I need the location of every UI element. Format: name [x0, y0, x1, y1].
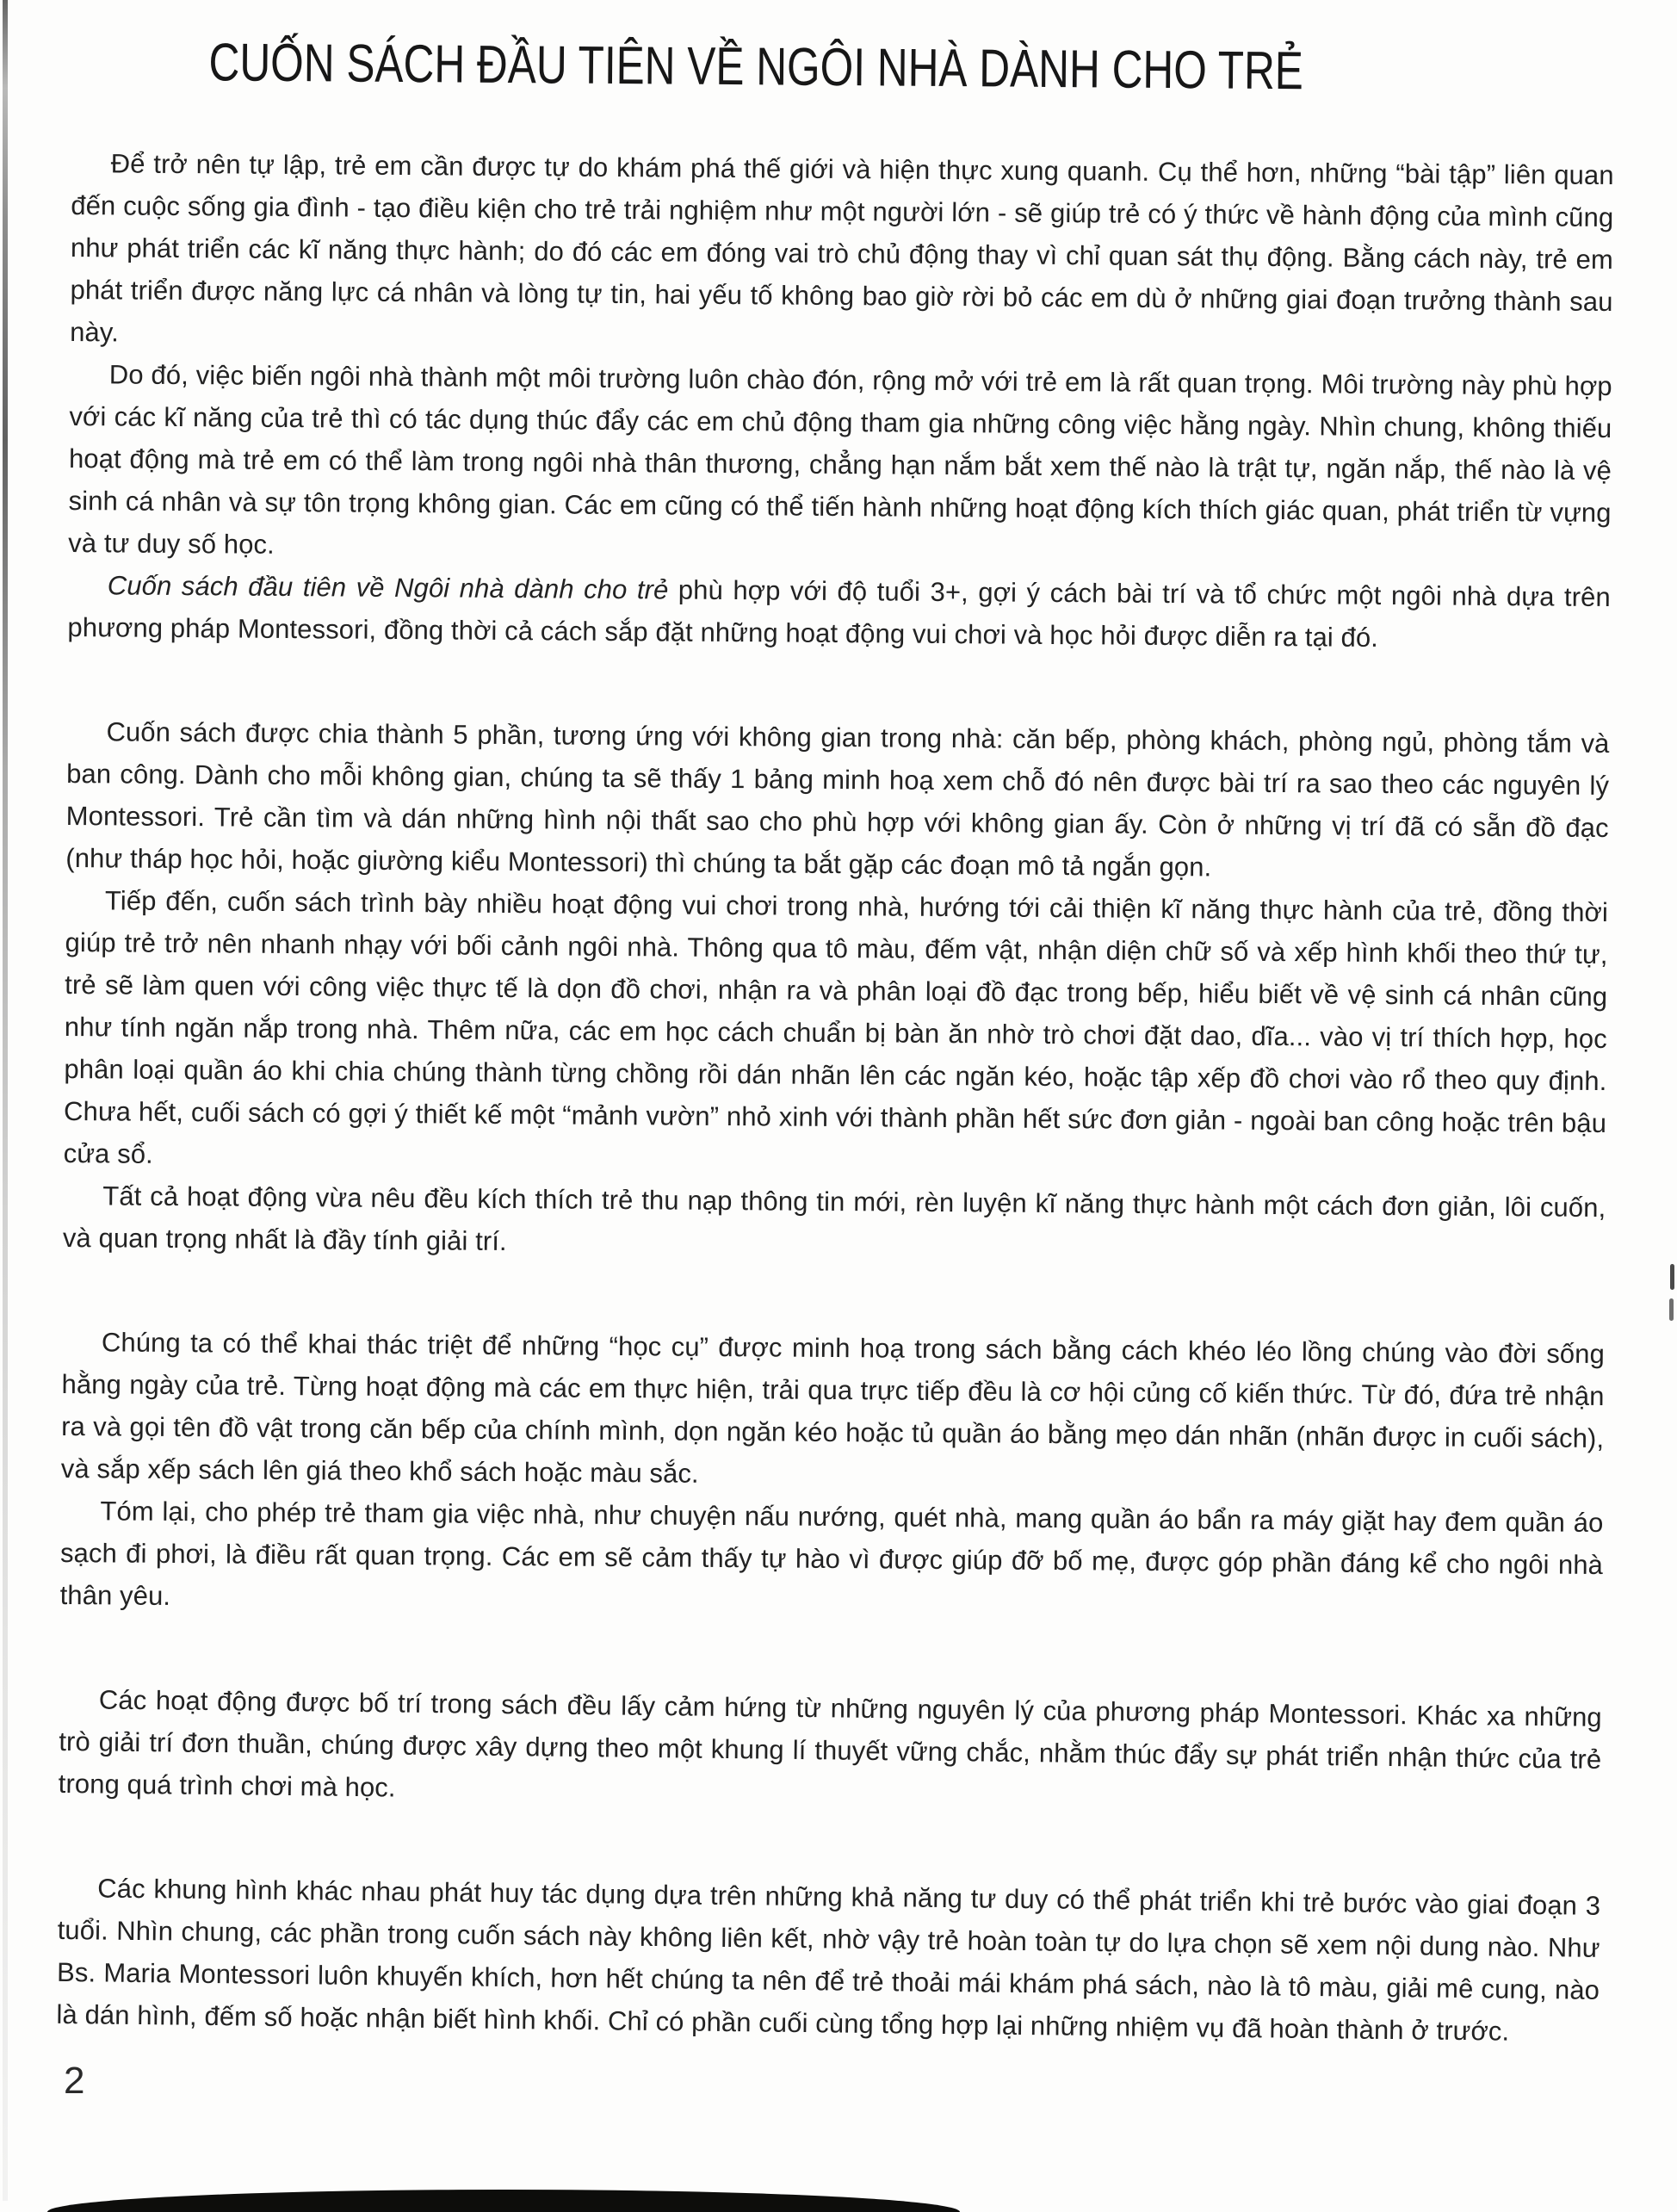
scan-gutter-shadow [3, 0, 8, 2201]
page-title [71, 31, 1615, 104]
book-title-italic: Cuốn sách đầu tiên về Ngôi nhà dành cho trẻ [107, 570, 669, 605]
paragraph-3 [67, 564, 1611, 660]
paragraph-3-rest: phù hợp với độ tuổi 3+, gợi ý cách bài trí và tổ chức một ngôi nhà dựa trên phương pháp Montessori, đồng thời cả cách sắp đặt những hoạt động vui chơi và học hỏi được diễn ra tại đó. [67, 574, 1611, 653]
paragraph-5: Tiếp đến, cuốn sách trình bày nhiều hoạt động vui chơi trong nhà, hướng tới cải thiện kĩ năng thực hành của trẻ, đồng thời giúp trẻ trở nên nhanh nhạy với bối cảnh ngôi nhà. Thông qua tô màu, đếm vật, nhận diện chữ số và xếp hình khối theo thứ tự, trẻ sẽ làm quen với công việc thực tế là dọn đồ chơi, nhận ra và phân loại đồ đạc trong bếp, hiểu biết về vệ sinh cá nhân cũng như tính ngăn nắp trong nhà. Thêm nữa, các em học cách chuẩn bị bàn ăn nhờ trò chơi đặt dao, dĩa... vào vị trí thích hợp, học phân loại quần áo khi chia chúng thành từng chồng rồi dán nhãn lên các ngăn kéo, hoặc tập xếp đồ chơi vào rổ theo quy định. Chưa hết, cuối sách có gợi ý thiết kế một “mảnh vườn” nhỏ xinh với thành phần hết sức đơn giản - ngoài ban công hoặc trên bậu cửa sổ. [63, 885, 1609, 1169]
paragraph-1: Để trở nên tự lập, trẻ em cần được tự do khám phá thế giới và hiện thực xung quanh. Cụ thể hơn, những “bài tập” liên quan đến cuộc sống gia đình - tạo điều kiện cho trẻ trải nghiệm như một người lớn - sẽ giúp trẻ có ý thức về hành động của mình cũng như phát triển các kĩ năng thực hành; do đó các em đóng vai trò chủ động thay vì chỉ quan sát thụ động. Bằng cách này, trẻ em phát triển được năng lực cá nhân và lòng tự tin, hai yếu tố không bao giờ rời bỏ các em dù ở những giai đoạn trưởng thành sau này. [70, 148, 1614, 348]
scan-bottom-edge-shadow [47, 2190, 960, 2212]
page-number: 2 [64, 2060, 85, 2102]
page-title-text: CUỐN SÁCH ĐẦU TIÊN VỀ NGÔI NHÀ DÀNH CHO TRẺ [208, 33, 1304, 102]
paragraph-8: Tóm lại, cho phép trẻ tham gia việc nhà, như chuyện nấu nướng, quét nhà, mang quần áo bẩn ra máy giặt hay đem quần áo sạch đi phơi, là điều rất quan trọng. Các em sẽ cảm thấy tự hào vì được giúp đỡ bố mẹ, được góp phần đáng kể cho ngôi nhà thân yêu. [59, 1496, 1604, 1611]
paragraph-4: Cuốn sách được chia thành 5 phần, tương ứng với không gian trong nhà: căn bếp, phòng khách, phòng ngủ, phòng tắm và ban công. Dành cho mỗi không gian, chúng ta sẽ thấy 1 bảng minh hoạ xem chỗ đó nên được bài trí ra sao theo các nguyên lý Montessori. Trẻ cần tìm và dán những hình nội thất sao cho phù hợp với không gian ấy. Còn ở những vị trí đã có sẵn đồ đạc (như tháp học hỏi, hoặc giường kiểu Montessori) thì chúng ta bắt gặp các đoạn mô tả ngắn gọn. [65, 716, 1610, 883]
page-content [57, 22, 1615, 2048]
scan-speck [1669, 1298, 1674, 1321]
paragraph-9: Các hoạt động được bố trí trong sách đều lấy cảm hứng từ những nguyên lý của phương pháp Montessori. Khác xa những trò giải trí đơn thuần, chúng được xây dựng theo một khung lí thuyết vững chắc, nhằm thúc đẩy sự phát triển nhận thức của trẻ trong quá trình chơi mà học. [58, 1684, 1602, 1803]
paragraph-2: Do đó, việc biến ngôi nhà thành một môi trường luôn chào đón, rộng mở với trẻ em là rất quan trọng. Môi trường này phù hợp với các kĩ năng của trẻ thì có tác dụng thúc đẩy các em chủ động tham gia những công việc hằng ngày. Nhìn chung, không thiếu hoạt động mà trẻ em có thể làm trong ngôi nhà thân thương, chẳng hạn nắm bắt xem thế nào là trật tự, ngăn nắp, thế nào là vệ sinh cá nhân và sự tôn trọng không gian. Các em cũng có thể tiến hành những hoạt động kích thích giác quan, phát triển từ vựng và tư duy số học. [68, 359, 1612, 560]
paragraph-7: Chúng ta có thể khai thác triệt để những “học cụ” được minh hoạ trong sách bằng cách khéo léo lồng chúng vào đời sống hằng ngày của trẻ. Từng hoạt động mà các em thực hiện, trải qua trực tiếp đều là cơ hội củng cố kiến thức. Từ đó, đứa trẻ nhận ra và gọi tên đồ vật trong căn bếp của chính mình, dọn ngăn kéo hoặc tủ quần áo bằng mẹo dán nhãn (nhãn được in cuối sách), và sắp xếp sách lên giá theo khổ sách hoặc màu sắc. [60, 1327, 1606, 1489]
paragraph-6: Tất cả hoạt động vừa nêu đều kích thích trẻ thu nạp thông tin mới, rèn luyện kĩ năng thực hành một cách đơn giản, lôi cuốn, và quan trọng nhất là đầy tính giải trí. [62, 1180, 1606, 1257]
scan-speck [1670, 1264, 1674, 1290]
paragraph-10: Các khung hình khác nhau phát huy tác dụng dựa trên những khả năng tư duy có thể phát triển khi trẻ bước vào giai đoạn 3 tuổi. Nhìn chung, các phần trong cuốn sách này không liên kết, nhờ vậy trẻ hoàn toàn tự do lựa chọn sẽ xem nội dung nào. Như Bs. Maria Montessori luôn khuyến khích, hơn hết chúng ta nên để trẻ thoải mái khám phá sách, nào là tô màu, giải mê cung, nào là dán hình, đếm số hoặc nhận biết hình khối. Chỉ có phần cuối cùng tổng hợp lại những nhiệm vụ đã hoàn thành ở trước. [56, 1873, 1601, 2047]
